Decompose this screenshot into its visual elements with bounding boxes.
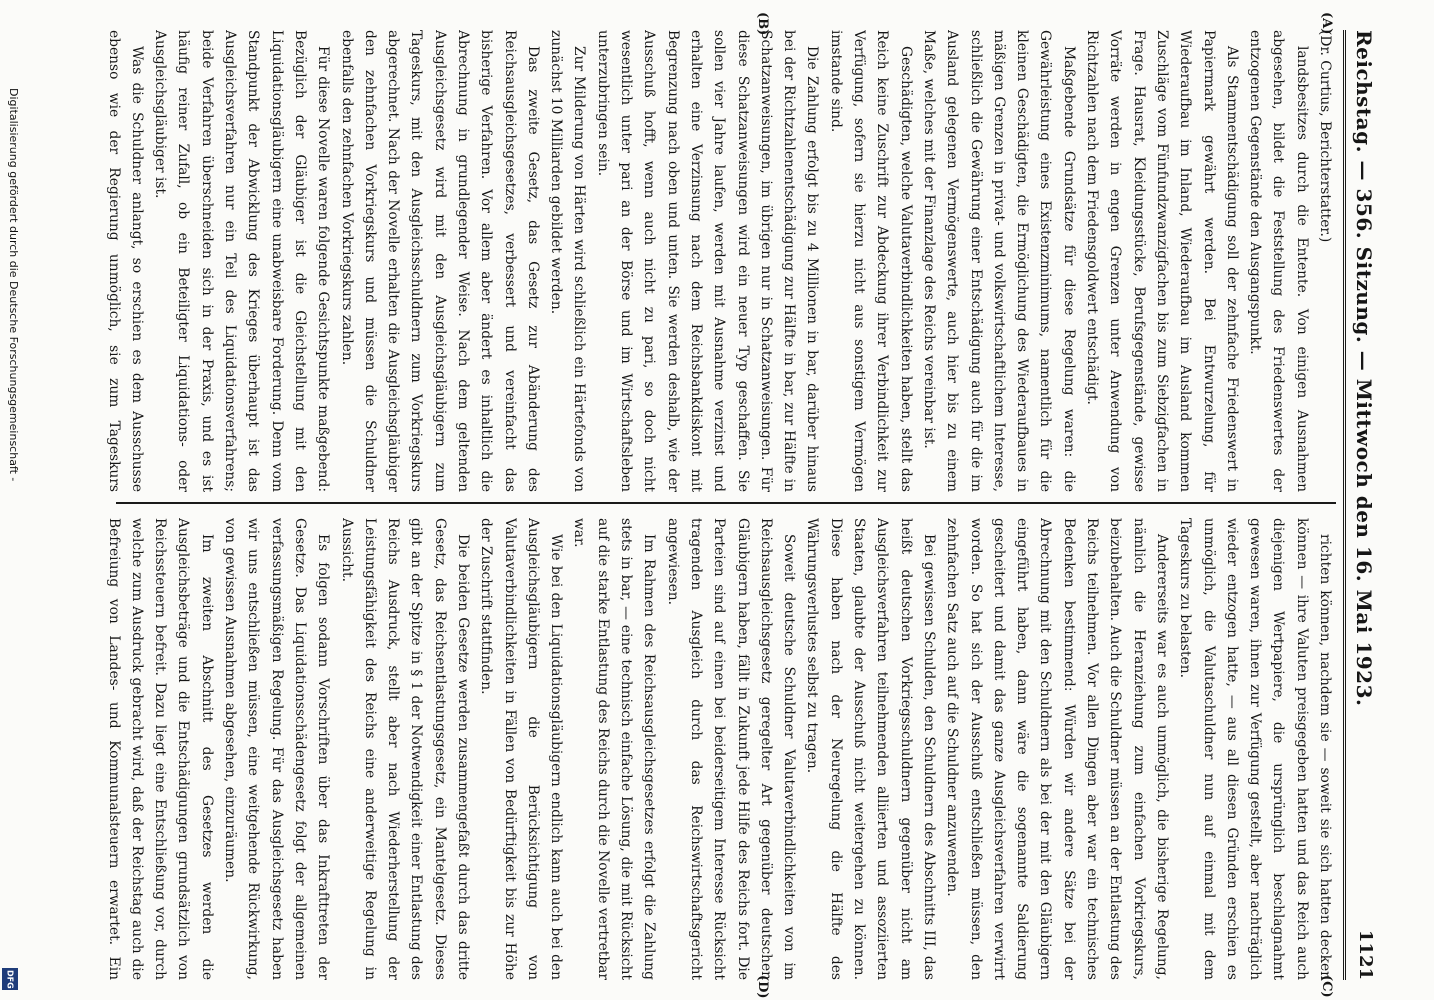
rotated-page-content <box>95 10 1380 999</box>
paragraph: Für diese Novelle waren folgende Gesichtspunkte maßgebend: Bezüglich der Gläubiger ist die Gleichstellung mit den Liquidationsgläubigern eine unabweisbare Forderung. Denn vom Standpunkt der Abwicklung des Krieges überhaupt ist das Ausgleichsverfahren nur ein Teil des Liquidationsverfahrens; beide Verfahren überschneiden sich in der Praxis, und es ist häufig reiner Zufall, ob ein Beteiligter Liquidations- oder Ausgleichsgläubiger ist. <box>152 30 332 492</box>
paragraph: Bei gewissen Schulden, den Schuldnern des Abschnitts III, das heißt deutschen Vorkriegsschuldnern gegenüber nicht am Ausgleichsverfahren teilnehmenden alliierten und assoziierten Staaten, glaubte der Ausschuß nicht weitergehen zu können. Diese haben nach der Neuregelung die Hälfte des Währungsverlustes selbst zu tragen. <box>804 518 937 980</box>
margin-mark-c: (C) <box>1319 975 1334 998</box>
paragraph: Im zweiten Abschnitt des Gesetzes werden die Ausgleichsbeträge und die Entschädigungen grundsätzlich von Reichssteuern befreit. Dazu liegt eine Entschließung vor, durch welche zum Ausdruck gebracht wird, daß der Reichstag auch die Befreiung von Landes- und Kommunalsteuern erwartet. Ein <box>106 518 215 980</box>
right-text-column <box>106 518 1336 980</box>
running-head: Reichstag. — 356. Sitzung. — Mittwoch den 16. Mai 1923. <box>1352 30 1376 707</box>
dfg-logo: DFG <box>2 968 18 990</box>
margin-mark-d: (D) <box>755 975 770 999</box>
margin-mark-a: (A) <box>1319 12 1334 35</box>
paragraph: Die Zahlung erfolgt bis zu 4 Millionen in bar, darüber hinaus bei der Richtzahlenentschädigung zur Hälfte in bar, zur Hälfte in Schatzanweisungen, im übrigen nur in Schatzanweisungen. Für diese Schatzanweisungen wird ein neuer Typ geschaffen. Sie sollen vier Jahre laufen, werden mit Ausnahme verzinst und erhalten eine Verzinsung nach dem Reichsbankdiskont mit Begrenzung nach oben und unten. Sie werden deshalb, wie der Ausschuß hofft, wenn auch nicht zu pari, so doch nicht wesentlich unter pari an der Börse und im Wirtschaftsleben unterzubringen sein. <box>594 30 821 492</box>
paragraph: landsbesitzes durch die Entente. Von einigen Ausnahmen abgesehen, bildet die Feststellung des Friedenswertes der entzogenen Gegenstände den Ausgangspunkt. <box>1247 30 1310 492</box>
digitization-credit: Digitalisierung gefördert durch die Deutsche Forschungsgemeinschaft - <box>7 88 20 482</box>
paragraph: Zur Milderung von Härten wird schließlich ein Härtefonds von zunächst 10 Milliarden gebildet werden. <box>548 30 588 492</box>
margin-mark-b: (B) <box>755 12 770 36</box>
paragraph: Das zweite Gesetz, das Gesetz zur Abänderung des Reichsausgleichsgesetzes, verbessert und vereinfacht das bisherige Verfahren. Vor allem aber ändert es inhaltlich die Abrechnung in grundlegender Weise. Nach dem geltenden Ausgleichsgesetz wird mit den Ausgleichsgläubigern zum Tageskurs, mit den Ausgleichsschuldnern zum Vorkriegskurs abgerechnet. Nach der Novelle erhalten die Ausgleichsgläubiger den zehnfachen Vorkriegskurs und müssen die Schuldner ebenfalls den zehnfachen Vorkriegskurs zahlen. <box>338 30 541 492</box>
paragraph: Wie bei den Liquidationsgläubigern endlich kann auch bei den Ausgleichsgläubigern die Berücksichtigung von Valutaverbindlichkeiten in Fällen von Bedürftigkeit bis zur Höhe der Zuschrift stattfinden. <box>478 518 565 980</box>
paragraph: Andererseits war es auch unmöglich, die bisherige Regelung, nämlich die Heranziehung zum einfachen Vorkriegskurs, beizubehalten. Auch die Schuldner müssen an der Entlastung des Reichs teilnehmen. Vor allen Dingen aber war ein technisches Bedenken bestimmend: Würden wir andere Sätze bei der Abrechnung mit den Schuldnern als bei der mit den Gläubigern eingeführt haben, dann wäre die sogenannte Saldierung gescheitert und damit das ganze Ausgleichsverfahren verwirrt worden. So hat sich der Ausschuß entschließen müssen, den zehnfachen Satz auch auf die Schuldner anzuwenden. <box>944 518 1170 980</box>
paragraph: Die beiden Gesetze werden zusammengefaßt durch das dritte Gesetz, das Reichsentlastungsgesetz, ein Mantelgesetz. Dieses gibt an der Spitze in § 1 der Notwendigkeit einer Entlastung des Reichs Ausdruck, stellt aber nach Wiederherstellung der Leistungsfähigkeit des Reichs eine anderweitige Regelung in Aussicht. <box>338 518 472 980</box>
paragraph: richten können, nachdem sie — soweit sie sich hatten decken können — ihre Valuten preisgegeben hatten und das Reich auch diejenigen Wertpapiere, die ursprünglich beschlagnahmt gewesen waren, ihnen zur Verfügung gestellt, aber nachträglich wieder entzogen hatte, — aus all diesen Gründen erschien es unmöglich, die Valutaschuldner nun auf einmal mit dem Tageskurs zu belasten. <box>1177 518 1333 980</box>
column-divider <box>116 502 1336 504</box>
page-header <box>1343 30 1380 980</box>
paragraph: Soweit deutsche Schuldner Valutaverbindlichkeiten von im Reichsausgleichsgesetz geregelter Art gegenüber deutschen Gläubigern haben, fällt in Zukunft jede Hilfe des Reichs fort. Die Parteien sind auf einen bei beiderseitigem Interesse Rücksicht tragenden Ausgleich durch das Reichswirtschaftsgericht angewiesen. <box>664 518 798 980</box>
paragraph: Maßgebende Grundsätze für diese Regelung waren: die Gewährleistung eines Existenzminimums, namentlich für die kleinen Geschädigten, die Ermöglichung des Wiederaufbaues in mäßigen Grenzen in privat- und volkswirtschaftlichem Interesse, schließlich die Gewährung einer Entschädigung auch für die im Ausland gelegenen Vermögenswerte, auch hier bis zu einem Maße, welches mit der Finanzlage des Reichs vereinbar ist. <box>920 30 1077 492</box>
left-text-column <box>106 30 1336 492</box>
paragraph: Was die Schuldner anlangt, so erschien es dem Ausschusse ebenso wie der Regierung unmöglich, sie zum Tageskurs <box>106 30 145 492</box>
paragraph: Im Rahmen des Reichsausgleichsgesetzes erfolgt die Zahlung stets in bar, — eine technisch einfache Lösung, die mit Rücksicht auf die starke Entlastung des Reichs durch die Novelle vertretbar war. <box>571 518 658 980</box>
paragraph: Geschädigten, welche Valutaverbindlichkeiten haben, stellt das Reich keine Zuschrift zur Abdeckung ihrer Verbindlichkeit zur Verfügung, sofern sie hierzu nicht aus sonstigem Vermögen imstande sind. <box>827 30 914 492</box>
paragraph: Als Stammentschädigung soll der zehnfache Friedenswert in Papiermark gewährt werden. Bei Entwurzelung, für Wiederaufbau im Inland, Wiederaufbau im Ausland kommen Zuschläge vom Fünfundzwanzigfachen bis zum Siebzigfachen in Frage. Hausrat, Kleidungsstücke, Berufsgegenstände, gewisse Vorräte werden in engen Grenzen unter Anwendung von Richtzahlen nach dem Friedensgoldwert entschädigt. <box>1084 30 1240 492</box>
speaker-note: (Dr. Curtius, Berichterstatter.) <box>1317 30 1333 243</box>
paragraph: Es folgen sodann Vorschriften über das Inkrafttreten der Gesetze. Das Liquidationsschädengesetz folgt der allgemeinen verfassungsmäßigen Regelung. Für das Ausgleichsgesetz haben wir uns entschließen müssen, eine weitgehende Rückwirkung, von gewissen Ausnahmen abgesehen, einzuräumen. <box>222 518 332 980</box>
page-number: 1121 <box>1355 929 1376 980</box>
